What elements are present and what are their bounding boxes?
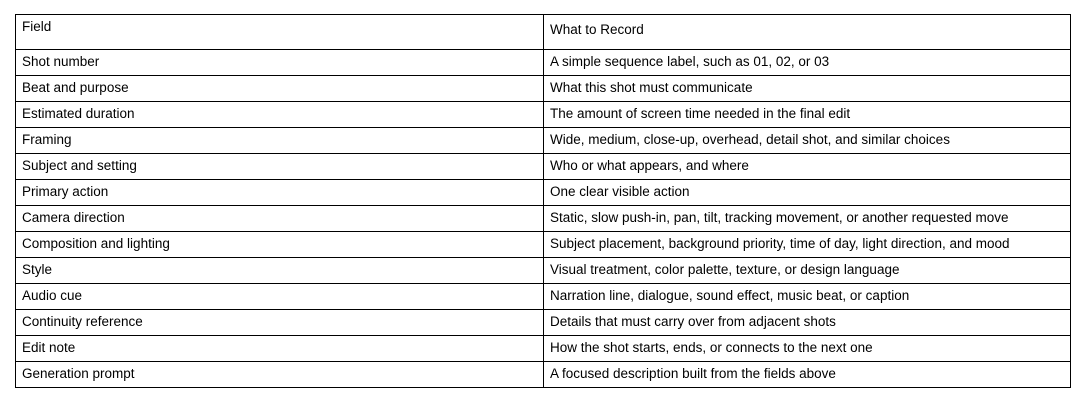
table-row <box>16 206 1071 232</box>
field-cell: Continuity reference <box>16 310 544 336</box>
field-cell: Framing <box>16 128 544 154</box>
field-cell: Audio cue <box>16 284 544 310</box>
what-to-record-cell: One clear visible action <box>544 180 1071 206</box>
table-header-row <box>16 15 1071 50</box>
what-to-record-cell: The amount of screen time needed in the final edit <box>544 102 1071 128</box>
field-cell: Subject and setting <box>16 154 544 180</box>
what-to-record-cell: Narration line, dialogue, sound effect, music beat, or caption <box>544 284 1071 310</box>
table-row <box>16 362 1071 388</box>
what-to-record-cell: What this shot must communicate <box>544 76 1071 102</box>
table-row <box>16 180 1071 206</box>
what-to-record-cell: A focused description built from the fields above <box>544 362 1071 388</box>
field-cell: Edit note <box>16 336 544 362</box>
table-row <box>16 76 1071 102</box>
table-row <box>16 50 1071 76</box>
table-row <box>16 128 1071 154</box>
shot-list-table <box>15 14 1071 388</box>
table-row <box>16 102 1071 128</box>
field-cell: Shot number <box>16 50 544 76</box>
header-what-to-record: What to Record <box>544 15 1071 50</box>
table-row <box>16 336 1071 362</box>
what-to-record-cell: Static, slow push-in, pan, tilt, tracking movement, or another requested move <box>544 206 1071 232</box>
table-row <box>16 284 1071 310</box>
table-row <box>16 232 1071 258</box>
what-to-record-cell: A simple sequence label, such as 01, 02, or 03 <box>544 50 1071 76</box>
what-to-record-cell: Wide, medium, close-up, overhead, detail shot, and similar choices <box>544 128 1071 154</box>
field-cell: Style <box>16 258 544 284</box>
field-cell: Composition and lighting <box>16 232 544 258</box>
field-cell: Generation prompt <box>16 362 544 388</box>
field-cell: Primary action <box>16 180 544 206</box>
field-cell: Beat and purpose <box>16 76 544 102</box>
field-cell: Estimated duration <box>16 102 544 128</box>
what-to-record-cell: Visual treatment, color palette, texture, or design language <box>544 258 1071 284</box>
table-row <box>16 310 1071 336</box>
what-to-record-cell: Subject placement, background priority, time of day, light direction, and mood <box>544 232 1071 258</box>
field-cell: Camera direction <box>16 206 544 232</box>
what-to-record-cell: Details that must carry over from adjacent shots <box>544 310 1071 336</box>
header-field: Field <box>16 15 544 50</box>
table-row <box>16 154 1071 180</box>
table-row <box>16 258 1071 284</box>
what-to-record-cell: How the shot starts, ends, or connects to the next one <box>544 336 1071 362</box>
what-to-record-cell: Who or what appears, and where <box>544 154 1071 180</box>
